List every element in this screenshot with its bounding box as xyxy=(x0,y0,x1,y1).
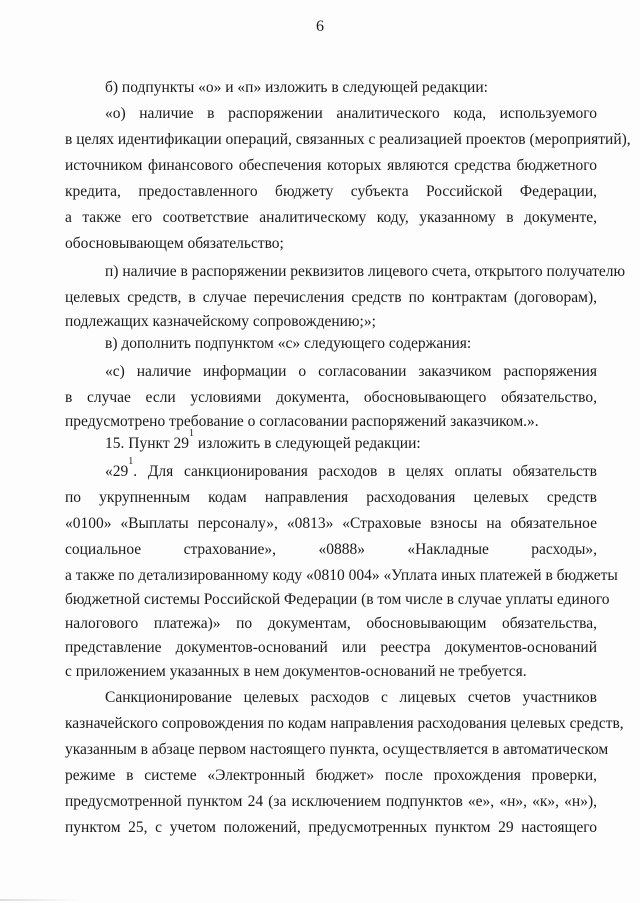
text-line: бюджетной системы Российской Федерации (в том числе в случае уплаты единого xyxy=(65,591,610,608)
text-line: целевых средств, в случае перечисления средств по контрактам (договорам), xyxy=(65,289,597,306)
text-line: предусмотрено требование о согласовании распоряжений заказчиком.». xyxy=(65,413,539,430)
text-line: «0100» «Выплаты персоналу», «0813» «Страховые взносы на обязательное xyxy=(65,515,597,532)
text-line: представление документов-оснований или реестра документов-оснований xyxy=(65,639,597,656)
text-line: «$29^1$. Для санкционирования расходов в целях оплаты обязательств xyxy=(105,455,597,480)
text-line: предусмотренной пунктом 24 (за исключением подпунктов «е», «н», «к», «н»), xyxy=(65,793,597,810)
text-line: обосновывающем обязательство; xyxy=(65,235,284,252)
text-line: в целях идентификации операций, связанных с реализацией проектов (мероприятий), xyxy=(65,131,631,148)
text-line: по укрупненным кодам направления расходования целевых средств xyxy=(65,489,597,506)
text-line: Санкционирование целевых расходов с лицевых счетов участников xyxy=(105,689,597,706)
text-line: источником финансового обеспечения которых являются средства бюджетного xyxy=(65,157,597,174)
text-line: указанным в абзаце первом настоящего пункта, осуществляется в автоматическом xyxy=(65,741,609,758)
text-line: 15. Пункт $29^1$ изложить в следующей редакции: xyxy=(105,427,421,452)
text-line: «о) наличие в распоряжении аналитического кода, используемого xyxy=(105,105,597,122)
text-line: социальное страхование», «0888» «Накладные расходы», xyxy=(65,541,597,558)
text-line: а также его соответствие аналитическому коду, указанному в документе, xyxy=(65,209,597,226)
text-line: подлежащих казначейскому сопровождению;»; xyxy=(65,313,376,330)
text-line: налогового платежа)» по документам, обосновывающим обязательства, xyxy=(65,615,597,632)
text-line: «с) наличие информации о согласовании заказчиком распоряжения xyxy=(105,363,597,380)
scan-artifact xyxy=(0,899,80,901)
text-line: а также по детализированному коду «0810 004» «Уплата иных платежей в бюджеты xyxy=(65,567,618,584)
text-line: п) наличие в распоряжении реквизитов лицевого счета, открытого получателю xyxy=(105,263,626,280)
text-line: режиме в системе «Электронный бюджет» после прохождения проверки, xyxy=(65,767,597,784)
text-line: пунктом 25, с учетом положений, предусмотренных пунктом 29 настоящего xyxy=(65,819,597,836)
text-line: в) дополнить подпунктом «с» следующего содержания: xyxy=(105,335,472,352)
text-line: казначейского сопровождения по кодам направления расходования целевых средств, xyxy=(65,715,624,732)
page-number: 6 xyxy=(316,18,324,35)
text-line: кредита, предоставленного бюджету субъекта Российской Федерации, xyxy=(65,183,597,200)
text-line: б) подпункты «о» и «п» изложить в следующей редакции: xyxy=(105,79,488,96)
text-line: с приложением указанных в нем документов-оснований не требуется. xyxy=(65,663,527,680)
text-line: в случае если условиями документа, обосновывающего обязательство, xyxy=(65,389,597,406)
